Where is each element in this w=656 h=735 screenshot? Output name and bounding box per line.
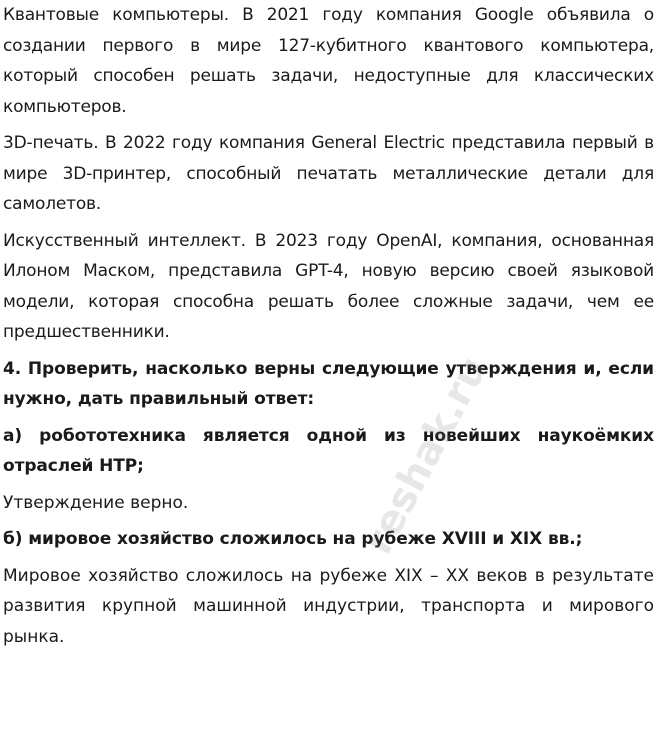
question-a: а) робототехника является одной из новейших наукоёмких отраслей НТР;	[3, 425, 654, 476]
watermark: reshak.ru	[355, 349, 498, 562]
paragraph-3d-printing: 3D-печать. В 2022 году компания General Electric представила первый в мире 3D-принтер, способный печатать металлические детали для самолетов.	[3, 133, 654, 214]
paragraph-ai: Искусственный интеллект. В 2023 году OpenAI, компания, основанная Илоном Маском, представила GPT-4, новую версию своей языковой модели, которая способна решать более сложные задачи, чем ее предшественники.	[3, 230, 654, 342]
answer-a: Утверждение верно.	[3, 492, 189, 513]
paragraph-quantum: Квантовые компьютеры. В 2021 году компания Google объявила о создании первого в мире 127-кубитного квантового компьютера, который способен решать задачи, недоступные для классических компьютеров.	[3, 5, 654, 117]
task-heading: 4. Проверить, насколько верны следующие утверждения и, если нужно, дать правильный ответ:	[3, 358, 654, 409]
answer-b: Мировое хозяйство сложилось на рубеже XIX – XX веков в результате развития крупной машинной индустрии, транспорта и мирового рынка.	[3, 565, 654, 647]
document-page	[3, 0, 654, 652]
question-b: б) мировое хозяйство сложилось на рубеже XVIII и XIX вв.;	[3, 529, 583, 549]
